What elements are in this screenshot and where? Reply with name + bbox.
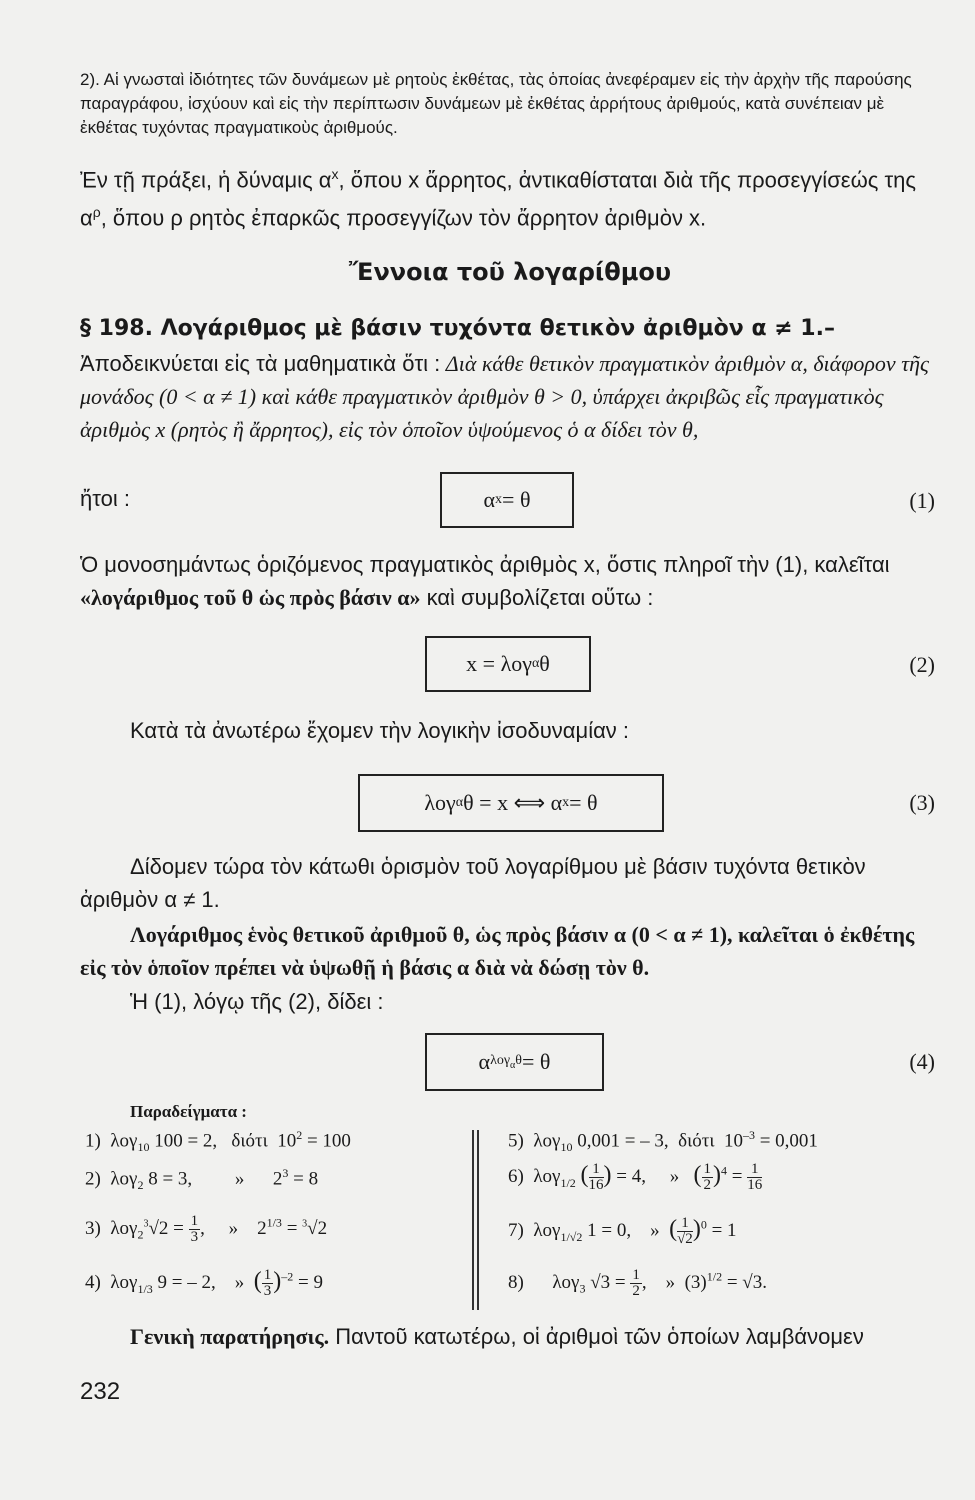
example-1: 1) λογ$_{10}$ 100 = 2, διότι $10^2 = 100$	[85, 1128, 351, 1155]
paragraph-properties: 2). Αἱ γνωσταὶ ἰδιότητες τῶν δυνάμεων μὲ ρητοὺς ἐκθέτας, τὰς ὁποίας ἀνεφέραμεν εἰς τὴν ἀρχὴν τῆς παρούσης παραγράφου, ἰσχύουν καὶ εἰς τὴν περίπτωσιν δυνάμεων μὲ ἐκθέτας ἀρρήτους ἀριθμούς, κατὰ συνέπειαν μὲ ἐκθέτας τυχόντας πραγματικοὺς ἀριθμούς.	[80, 70, 912, 137]
paragraph-give-definition: Δίδομεν τώρα τὸν κάτωθι ὁρισμὸν τοῦ λογαρίθμου μὲ βάσιν τυχόντα θετικὸν ἀριθμὸν α ≠ 1.	[80, 854, 866, 912]
general-remark: Γενικὴ παρατήρησις. Παντοῦ κατωτέρω, οἱ ἀριθμοὶ τῶν ὁποίων λαμβάνομεν	[130, 1324, 864, 1349]
page-number: 232	[80, 1378, 121, 1405]
example-3: 3) λογ$_2^3$√2 = $\frac{1}{3}$ , » $2^{1/3} = ^3√2$	[85, 1213, 328, 1245]
paragraph-theorem: Ἀποδεικνύεται εἰς τὰ μαθηματικὰ ὅτι : Διὰ κάθε θετικὸν πραγματικὸν ἀριθμὸν α, διάφορον τῆς μονάδος (0 < α ≠ 1) καὶ κάθε πραγματικὸν ἀριθμὸν θ > 0, ὑπάρχει ἀκριβῶς εἷς πραγματικὸς ἀριθμὸς x (ρητὸς ἢ ἄρρητος), εἰς τὸν ὁποῖον ὑψούμενος ὁ α δίδει τὸν θ,	[80, 351, 929, 442]
equation-number-3: (3)	[909, 790, 935, 815]
examples-title: Παραδείγματα :	[130, 1102, 247, 1121]
example-5: 5) λογ$_{10}$ 0,001 = – 3, διότι $10^{-3} = 0,001$	[508, 1128, 818, 1155]
equation-box-2: x = λογ α θ	[425, 636, 591, 692]
paragraph-definition-symbol: Ὁ μονοσημάντως ὁριζόμενος πραγματικὸς ἀριθμὸς x, ὅστις πληροῖ τὴν (1), καλεῖται «λογάριθμος τοῦ θ ὡς πρὸς βάσιν α» καὶ συμβολίζεται οὕτω :	[80, 552, 890, 610]
definition-text: Λογάριθμος ἑνὸς θετικοῦ ἀριθμοῦ θ, ὡς πρὸς βάσιν α (0 < α ≠ 1), καλεῖται ὁ ἐκθέτης εἰς τὸν ὁποῖον πρέπει νὰ ὑψωθῇ ἡ βάσις α διὰ νὰ δώσῃ τὸν θ.	[80, 922, 915, 980]
equation-number-2: (2)	[909, 652, 935, 677]
equation-number-1: (1)	[909, 488, 935, 513]
paragraph-approximation: Ἐν τῇ πράξει, ἡ δύναμις $\alpha^x$, ὅπου x ἄρρητος, ἀντικαθίσταται διὰ τῆς προσεγγίσεώς της $\alpha^\rho$, ὅπου ρ ρητὸς ἐπαρκῶς προσεγγίζων τὸν ἄρρητον ἀριθμὸν x.	[80, 166, 916, 231]
equation-number-4: (4)	[909, 1049, 935, 1074]
example-2: 2) λογ$_2$ 8 = 3, » $2^3 = 8$	[85, 1166, 319, 1193]
equation-box-1: α x = θ	[440, 472, 574, 528]
paragraph-equivalence: Κατὰ τὰ ἀνωτέρω ἔχομεν τὴν λογικὴν ἰσοδυναμίαν :	[130, 718, 630, 743]
example-7: 7) λογ$_{1/√2}$ 1 = 0, » ( $\frac{1}{√2}$ )$^0$ = 1	[508, 1215, 737, 1248]
example-6: 6) λογ$_{1/2}$ ( $\frac{1}{16}$ ) = 4, » ( $\frac{1}{2}$ )$^4$ = $\frac{1}{16}$	[508, 1161, 763, 1194]
equation-box-3: λογ α θ = x ⟺ α x = θ	[358, 774, 664, 832]
section-title: § 198. Λογάριθμος μὲ βάσιν τυχόντα θετικὸν ἀριθμὸν α ≠ 1.–	[80, 316, 835, 341]
paragraph-gives: Ἡ (1), λόγῳ τῆς (2), δίδει :	[130, 989, 384, 1014]
example-4: 4) λογ$_{1/3}$ 9 = – 2, » ( $\frac{1}{3}$ )$^{-2}$ = 9	[85, 1267, 323, 1300]
chapter-heading: Ἔννοια τοῦ λογαρίθμου	[348, 258, 672, 286]
example-8: 8) λογ$_3$ √3 = $\frac{1}{2}$ , » $(3)^{1/2} = √3$.	[508, 1267, 767, 1299]
itoi-label: ἤτοι :	[80, 486, 130, 511]
column-divider-2	[477, 1130, 479, 1310]
equation-box-4: α λογ$_\alpha$θ = θ	[425, 1033, 604, 1091]
column-divider	[472, 1130, 474, 1310]
